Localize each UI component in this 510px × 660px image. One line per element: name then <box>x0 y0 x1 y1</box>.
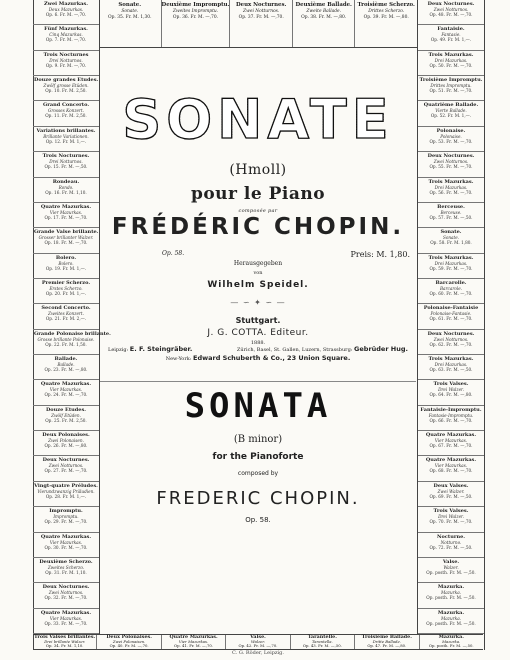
catalog-entry <box>33 635 97 649</box>
work-opus-price: Op. 28. Fr. M. 1,—. <box>45 493 87 499</box>
catalog-entry <box>33 254 99 279</box>
catalog-entry <box>293 0 356 47</box>
work-opus-price: Op. 53. Fr. M. —,70. <box>429 138 473 144</box>
work-title: Quatre Mazurkas. <box>40 381 92 388</box>
work-subtitle: Dritte Ballade. <box>372 639 401 644</box>
work-subtitle: Drei Mazurkas. <box>434 362 468 368</box>
catalog-entry <box>33 76 99 101</box>
work-opus-price: Op. 38. Fr. M. —,80. <box>301 14 347 20</box>
work-subtitle: Zweites Konzert. <box>48 311 84 317</box>
work-opus-price: Op. 52. Fr. M. 1,—. <box>430 113 472 119</box>
work-opus-price: Op. 22. Fr. M. 1,50. <box>45 341 87 347</box>
catalog-entry <box>418 533 484 558</box>
work-subtitle: Zwölf Etüden. <box>51 412 81 418</box>
catalog-entry <box>418 228 484 253</box>
work-title: Deux Nocturnes. <box>42 584 90 591</box>
work-title: Mazurka. <box>438 634 464 640</box>
work-title: Barcarolle. <box>435 279 467 286</box>
catalog-entry <box>418 76 484 101</box>
work-subtitle: Drei brillante Walzer. <box>44 639 86 644</box>
work-opus-price: Op. 63. Fr. M. —,50. <box>429 367 473 373</box>
agents-block <box>100 346 416 363</box>
work-title: Variations brillantes. <box>36 127 96 134</box>
sonate-title: SONATE <box>100 90 416 150</box>
work-opus-price: Op. 37. Fr. M. —,70. <box>238 14 284 20</box>
publisher-name: J. G. COTTA. Editeur. <box>207 328 309 338</box>
work-opus-price: Op. 48. Fr. M. —,70. <box>429 12 473 17</box>
work-opus-price: Op. 64. Fr. M. —,80. <box>429 392 473 398</box>
work-subtitle: Notturno. <box>440 539 462 545</box>
agent-right: Zürich, Basel, St. Gallen, Luzern, Strassburg: Gebrüder Hug. <box>236 345 408 353</box>
catalog-entry <box>418 406 484 431</box>
work-title: Mazurka. <box>437 584 465 591</box>
work-title: Trois Valses. <box>433 508 469 515</box>
work-title: Fünf Mazurkas. <box>44 26 88 33</box>
work-subtitle: Vier Mazurkas. <box>49 209 83 215</box>
work-opus-price: Op. posth. Fr. M. —,50. <box>426 620 476 626</box>
work-opus-price: Op. posth. Fr. M. —,50. <box>426 569 476 575</box>
catalog-entry <box>97 635 161 649</box>
catalog-entry <box>418 431 484 456</box>
instrument-english: for the Pianoforte <box>212 452 304 462</box>
bottom-catalog <box>33 634 483 650</box>
work-title: Deuxième Impromptu. <box>161 2 230 8</box>
work-opus-price: Op. 6. Fr. M. —,70. <box>45 12 87 17</box>
work-subtitle: Vier Mazurkas. <box>434 438 468 444</box>
work-opus-price: Op. 62. Fr. M. —,70. <box>429 341 473 347</box>
catalog-entry <box>418 507 484 532</box>
work-opus-price: Op. 27. Fr. M. —,70. <box>44 468 88 474</box>
work-opus-price: Op. 40. Fr. M. —,70. <box>109 643 149 648</box>
work-subtitle: Drei Mazurkas. <box>434 57 468 63</box>
catalog-entry <box>355 0 417 47</box>
work-opus-price: Op. 26. Fr. M. —,80. <box>44 443 88 449</box>
work-opus-price: Op. 35. Fr. M. 1,30. <box>108 14 152 20</box>
agent-newyork: New-York: Edward Schuberth & Co., 23 Union Square. <box>165 353 351 362</box>
work-title: Zwei Mazurkas. <box>44 1 88 7</box>
publication-year: 1888. <box>250 340 266 346</box>
work-subtitle: Fantasie-Impromptu. <box>428 412 474 418</box>
work-title: Valse. <box>442 558 460 565</box>
work-opus-price: Op. 43. Fr. M. —,50. <box>302 643 342 648</box>
catalog-entry <box>418 558 484 583</box>
catalog-entry <box>420 635 483 649</box>
work-subtitle: Zwei Notturnos. <box>48 463 84 469</box>
work-subtitle: Zwei Polonaisen. <box>48 438 84 444</box>
work-opus-price: Op. 9. Fr. M. —,70. <box>45 62 87 68</box>
work-title: Fantaisie-Impromptu. <box>420 406 482 413</box>
work-title: Douze grandes Etudes. <box>34 77 99 84</box>
catalog-entry <box>418 152 484 177</box>
editor-name: Wilhelm Speidel. <box>207 280 309 290</box>
price: Preis: M. 1,80. <box>350 250 410 259</box>
work-title: Sonate. <box>440 229 462 236</box>
catalog-entry <box>418 583 484 608</box>
sonata-title: SONATA <box>184 386 332 426</box>
work-opus-price: Op. 67. Fr. M. —,70. <box>429 443 473 449</box>
work-title: Deux Polonaises. <box>106 634 152 640</box>
opus-number: Op. 58. <box>162 250 185 257</box>
work-title: Troisième Scherzo. <box>357 2 415 8</box>
catalog-entry <box>33 380 99 405</box>
work-subtitle: Bolero. <box>58 260 74 266</box>
catalog-entry <box>33 51 99 76</box>
catalog-entry <box>33 0 99 25</box>
top-catalog <box>99 0 417 48</box>
work-subtitle: Drei Mazurkas. <box>434 260 468 266</box>
work-opus-price: Op. 12. Fr. M. 1,—. <box>45 138 87 144</box>
work-title: Quatrième Ballade. <box>423 102 479 109</box>
work-opus-price: Op. 32. Fr. M. —,70. <box>44 595 88 601</box>
work-subtitle: Vier Mazurkas. <box>49 539 83 545</box>
composed-label-french: composée par <box>238 208 278 214</box>
catalog-entry <box>33 355 99 380</box>
catalog-entry <box>33 304 99 329</box>
work-subtitle: Ballade. <box>57 362 75 368</box>
catalog-entry <box>33 203 99 228</box>
catalog-entry <box>418 101 484 126</box>
catalog-entry <box>33 279 99 304</box>
catalog-entry <box>33 456 99 481</box>
work-subtitle: Zwei Walzer. <box>437 488 465 494</box>
title-page <box>100 48 416 633</box>
work-title: Trois Valses. <box>433 381 469 388</box>
catalog-entry <box>418 609 484 634</box>
catalog-entry <box>33 558 99 583</box>
work-opus-price: Op. 23. Fr. M. —,80. <box>44 367 88 373</box>
work-subtitle: Sonate. <box>121 9 139 14</box>
work-title: Impromptu. <box>49 508 83 515</box>
work-title: Polonaise. <box>436 127 466 134</box>
work-title: Troisième Ballade. <box>361 634 412 640</box>
work-subtitle: Cinq Mazurkas. <box>49 32 83 38</box>
work-subtitle: Grosser brillanter Walzer. <box>38 235 94 241</box>
work-title: Valse. <box>250 634 266 640</box>
work-title: Rondeau. <box>52 178 80 185</box>
work-title: Vingt-quatre Préludes. <box>34 482 98 489</box>
work-subtitle: Walzer. <box>443 564 459 570</box>
work-title: Quatre Mazurkas. <box>40 203 92 210</box>
work-opus-price: Op. 29. Fr. M. —,70. <box>44 519 88 525</box>
catalog-entry <box>418 279 484 304</box>
work-title: Deux Nocturnes. <box>427 153 475 160</box>
catalog-entry <box>418 127 484 152</box>
work-subtitle: Drei Mazurkas. <box>434 184 468 190</box>
key-english: (B minor) <box>233 434 283 445</box>
work-opus-price: Op. 25. Fr. M. 2,50. <box>45 417 87 423</box>
left-catalog <box>33 0 111 634</box>
work-title: Douze Etudes. <box>45 406 87 413</box>
work-subtitle: Erstes Scherzo. <box>49 285 83 291</box>
work-opus-price: Op. 60. Fr. M. —,70. <box>429 290 473 296</box>
work-opus-price: Op. 70. Fr. M. —,70. <box>429 519 473 525</box>
work-opus-price: Op. 49. Fr. M. 1,—. <box>430 37 472 43</box>
work-subtitle: Mazurka. <box>440 615 462 621</box>
work-title: Quatre Mazurkas. <box>425 457 477 464</box>
edited-label: Herausgegeben <box>233 260 283 267</box>
composed-label-english: composed by <box>237 470 279 477</box>
work-subtitle: Polonaise. <box>440 133 462 139</box>
work-title: Sonate. <box>118 2 142 8</box>
work-opus-price: Op. 36. Fr. M. —,70. <box>172 14 219 20</box>
work-subtitle: Barcarole. <box>439 285 463 291</box>
catalog-entry <box>99 0 162 47</box>
work-subtitle: Fantasie. <box>441 32 461 38</box>
work-opus-price: Op. 68. Fr. M. —,70. <box>429 468 473 474</box>
work-opus-price: Op. 19. Fr. M. 1,—. <box>45 265 87 271</box>
work-subtitle: Berceuse. <box>440 209 462 215</box>
work-subtitle: Vier Mazurkas. <box>178 639 209 644</box>
work-opus-price: Op. 41. Fr. M. —,70. <box>174 643 214 648</box>
work-opus-price: Op. 58. Fr. M. 1,80. <box>430 240 472 246</box>
work-title: Quatre Mazurkas. <box>40 609 92 616</box>
catalog-entry <box>418 482 484 507</box>
work-title: Quatre Mazurkas. <box>425 432 477 439</box>
work-title: Mazurka. <box>437 609 465 616</box>
work-title: Deux Valses. <box>433 482 469 489</box>
catalog-entry <box>418 355 484 380</box>
work-title: Quatre Mazurkas. <box>40 533 92 540</box>
catalog-entry <box>418 178 484 203</box>
catalog-entry <box>418 380 484 405</box>
catalog-entry <box>33 583 99 608</box>
work-title: Second Concerto. <box>41 305 91 312</box>
work-subtitle: Drei Notturnos. <box>49 159 83 165</box>
composer-name-french: FRÉDÉRIC CHOPIN. <box>111 214 405 240</box>
work-opus-price: Op. 17. Fr. M. —,70. <box>44 214 88 220</box>
work-opus-price: Op. 21. Fr. M. 2,—. <box>45 316 87 322</box>
catalog-entry <box>33 178 99 203</box>
by-label: von <box>253 270 263 276</box>
work-subtitle: Tarantella. <box>312 639 333 644</box>
work-opus-price: Op. 10. Fr. M. 2,50. <box>45 88 87 94</box>
catalog-entry <box>33 507 99 532</box>
catalog-entry <box>226 635 290 649</box>
work-subtitle: Polonaise-Fantasie. <box>430 311 472 317</box>
ornament-divider: — ∽ ✦ ∽ — <box>230 298 286 307</box>
work-title: Berceuse. <box>437 203 465 210</box>
work-title: Troisième Impromptu. <box>419 77 483 84</box>
catalog-entry <box>33 25 99 50</box>
work-subtitle: Zwölf grosse Etüden. <box>43 83 89 89</box>
catalog-entry <box>418 0 484 25</box>
work-title: Bolero. <box>55 254 77 261</box>
work-opus-price: Op. 16. Fr. M. 1,10. <box>45 189 87 195</box>
work-subtitle: Brillante Variationen. <box>43 133 89 139</box>
work-title: Ballade. <box>54 356 78 363</box>
catalog-entry <box>33 482 99 507</box>
work-opus-price: Op. 56. Fr. M. —,70. <box>429 189 473 195</box>
work-subtitle: Impromptu. <box>53 514 79 520</box>
catalog-entry <box>162 635 226 649</box>
opus-number-english: Op. 58. <box>245 516 271 524</box>
work-title: Polonaise-Fantaisie <box>423 305 479 312</box>
key-german: (Hmoll) <box>229 162 287 178</box>
publisher-city: Stuttgart. <box>235 316 281 325</box>
work-subtitle: Zwei Polonaisen. <box>112 639 146 644</box>
catalog-entry <box>33 533 99 558</box>
catalog-entry <box>162 0 231 47</box>
catalog-entry <box>418 51 484 76</box>
work-subtitle: Rondo. <box>58 184 74 190</box>
catalog-entry <box>33 609 99 634</box>
work-opus-price: Op. 39. Fr. M. —,80. <box>363 14 409 20</box>
work-title: Nocturne. <box>436 533 466 540</box>
catalog-entry <box>33 101 99 126</box>
work-title: Trois Nocturnes <box>43 51 89 58</box>
work-title: Fantaisie. <box>437 26 465 33</box>
work-subtitle: Grosses Konzert. <box>47 108 85 114</box>
work-opus-price: Op. 50. Fr. M. —,70. <box>429 62 473 68</box>
work-opus-price: Op. 59. Fr. M. —,70. <box>429 265 473 271</box>
work-opus-price: Op. 18. Fr. M. —,70. <box>44 240 88 246</box>
work-subtitle: Vierundzwanzig Präludien. <box>37 488 95 494</box>
work-subtitle: Zwei Notturnos. <box>243 9 280 14</box>
work-subtitle: Vier Mazurkas. <box>49 387 83 393</box>
work-subtitle: Sonate. <box>442 235 460 241</box>
work-title: Grande Polonaise brillante. <box>34 330 111 337</box>
work-title: Trois Mazurkas. <box>428 254 474 261</box>
work-opus-price: Op. posth. Fr. M. —,50. <box>428 643 474 648</box>
catalog-entry <box>230 0 293 47</box>
work-title: Deux Nocturnes. <box>427 1 475 7</box>
work-opus-price: Op. 31. Fr. M. 1,10. <box>45 569 87 575</box>
work-opus-price: Op. 57. Fr. M. —,50. <box>429 214 473 220</box>
work-title: Premier Scherzo. <box>41 279 91 286</box>
work-opus-price: Op. 42. Fr. M. —,70. <box>238 643 278 648</box>
work-opus-price: Op. 11. Fr. M. 2,50. <box>45 113 87 119</box>
work-subtitle: Zweites Scherzo. <box>47 564 85 570</box>
catalog-entry <box>33 406 99 431</box>
work-title: Deux Polonaises. <box>42 432 90 439</box>
work-title: Grande Valse brillante. <box>34 229 99 236</box>
work-opus-price: Op. 72. Fr. M. —,50. <box>429 544 473 550</box>
work-title: Quatre Mazurkas. <box>169 634 218 640</box>
work-title: Grand Concerto. <box>42 102 90 109</box>
catalog-entry <box>418 304 484 329</box>
work-opus-price: Op. 24. Fr. M. —,70. <box>44 392 88 398</box>
catalog-entry <box>291 635 355 649</box>
work-opus-price: Op. 51. Fr. M. —,70. <box>429 88 473 94</box>
catalog-entry <box>418 456 484 481</box>
work-subtitle: Vier Mazurkas. <box>49 615 83 621</box>
work-opus-price: Op. 55. Fr. M. —,70. <box>429 164 473 170</box>
work-subtitle: Drei Walzer. <box>438 387 464 393</box>
catalog-entry <box>33 152 99 177</box>
catalog-entry <box>418 25 484 50</box>
work-subtitle: Zwei Notturnos. <box>433 159 469 165</box>
work-opus-price: Op. 33. Fr. M. —,70. <box>44 620 88 626</box>
work-opus-price: Op. 15. Fr. M. —,50. <box>44 164 88 170</box>
work-title: Trois Mazurkas. <box>428 51 474 58</box>
work-opus-price: Op. 61. Fr. M. —,70. <box>429 316 473 322</box>
work-title: Deux Nocturnes. <box>427 330 475 337</box>
work-subtitle: Mazurka. <box>440 590 462 596</box>
work-title: Trois Mazurkas. <box>428 356 474 363</box>
work-title: Trois Nocturnes. <box>42 153 90 160</box>
work-subtitle: Drittes Scherzo. <box>368 9 405 14</box>
work-subtitle: Zwei Notturnos. <box>48 590 84 596</box>
composer-name-english: FREDERIC CHOPIN. <box>156 488 360 509</box>
work-title: Deux Nocturnes. <box>235 2 287 8</box>
work-subtitle: Drittes Impromptu. <box>430 83 472 89</box>
work-opus-price: Op. 7. Fr. M. —,70. <box>45 37 87 43</box>
right-catalog <box>417 0 484 634</box>
work-opus-price: Op. 69. Fr. M. —,50. <box>429 493 473 499</box>
catalog-entry <box>33 431 99 456</box>
work-opus-price: Op. 34. Fr. M. 1,10. <box>45 643 84 648</box>
catalog-entry <box>355 635 419 649</box>
catalog-entry <box>418 330 484 355</box>
catalog-entry <box>418 254 484 279</box>
work-opus-price: Op. 66. Fr. M. —,70. <box>429 417 473 423</box>
work-title: Deux Nocturnes. <box>42 457 90 464</box>
work-title: Tarantelle. <box>307 634 337 640</box>
printer-credit: C. G. Röder, Leipzig. <box>232 650 284 656</box>
work-subtitle: Zweite Ballade. <box>306 9 342 14</box>
catalog-entry <box>33 127 99 152</box>
instrument-french: pour le Piano <box>190 184 326 204</box>
work-subtitle: Grosse brillante Polonaise. <box>37 336 95 342</box>
work-title: Trois Mazurkas. <box>428 178 474 185</box>
work-subtitle: Zweites Impromptu. <box>172 9 219 14</box>
agent-left: Leipzig: E. F. Steingräber. <box>108 345 193 353</box>
section-rule <box>100 381 416 382</box>
work-opus-price: Op. posth. Fr. M. —,50. <box>426 595 476 601</box>
work-subtitle: Vierte Ballade. <box>435 108 467 114</box>
work-title: Deuxième Scherzo. <box>39 558 93 565</box>
work-subtitle: Drei Walzer. <box>438 514 464 520</box>
work-subtitle: Mazurka. <box>442 639 461 644</box>
work-subtitle: Vier Mazurkas. <box>434 463 468 469</box>
work-opus-price: Op. 47. Fr. M. —,80. <box>367 643 407 648</box>
work-subtitle: Walzer. <box>251 639 265 644</box>
catalog-entry <box>418 203 484 228</box>
work-subtitle: Zwei Notturnos. <box>433 7 469 12</box>
work-subtitle: Deux Mazurkas. <box>48 7 84 12</box>
work-title: Trois Valses brillantes. <box>34 634 96 640</box>
work-title: Deuxième Ballade. <box>295 2 352 8</box>
work-subtitle: Drei Notturnos. <box>49 57 83 63</box>
catalog-entry <box>33 228 99 253</box>
work-opus-price: Op. 30. Fr. M. —,70. <box>44 544 88 550</box>
catalog-entry <box>33 330 111 355</box>
work-opus-price: Op. 20. Fr. M. 1,—. <box>45 290 87 296</box>
work-subtitle: Zwei Notturnos. <box>433 336 469 342</box>
